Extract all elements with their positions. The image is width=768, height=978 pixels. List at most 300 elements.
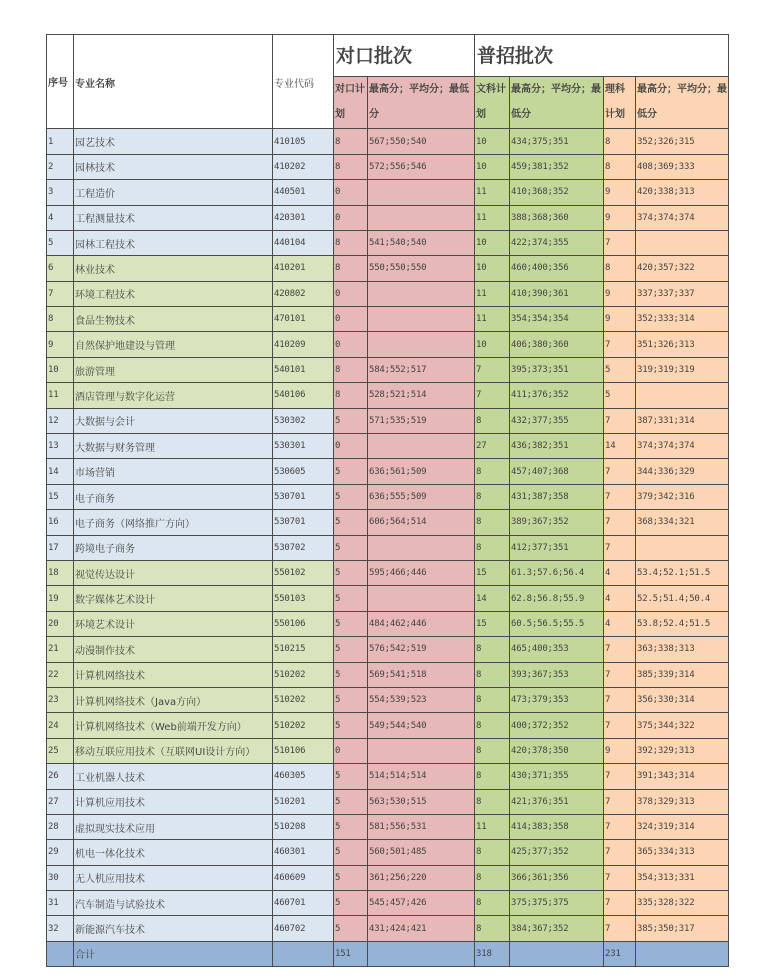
table-row bbox=[47, 129, 729, 154]
row-wk-plan: 8 bbox=[475, 408, 510, 433]
row-dk-plan: 8 bbox=[334, 256, 368, 281]
row-major-code: 510202 bbox=[273, 662, 334, 687]
row-dk-scores: 545;457;426 bbox=[368, 891, 475, 916]
row-major-name: 园林技术 bbox=[74, 154, 273, 179]
table-body bbox=[47, 129, 729, 942]
row-seq: 19 bbox=[47, 586, 74, 611]
row-seq: 30 bbox=[47, 865, 74, 890]
table-row bbox=[47, 281, 729, 306]
row-wk-scores: 431;387;358 bbox=[510, 484, 604, 509]
row-wk-plan: 8 bbox=[475, 891, 510, 916]
row-dk-plan: 0 bbox=[334, 281, 368, 306]
row-dk-scores: 484;462;446 bbox=[368, 611, 475, 636]
row-lk-scores: 387;331;314 bbox=[636, 408, 729, 433]
row-dk-scores bbox=[368, 307, 475, 332]
table-row bbox=[47, 738, 729, 763]
row-seq: 13 bbox=[47, 434, 74, 459]
table-row bbox=[47, 764, 729, 789]
row-major-code: 550103 bbox=[273, 586, 334, 611]
row-seq: 12 bbox=[47, 408, 74, 433]
row-dk-plan: 5 bbox=[334, 611, 368, 636]
row-wk-plan: 11 bbox=[475, 281, 510, 306]
row-dk-scores: 572;556;546 bbox=[368, 154, 475, 179]
row-seq: 14 bbox=[47, 459, 74, 484]
row-wk-scores: 393;367;353 bbox=[510, 662, 604, 687]
total-seq bbox=[47, 941, 74, 966]
row-dk-scores bbox=[368, 535, 475, 560]
row-lk-plan: 7 bbox=[604, 535, 636, 560]
row-dk-scores: 549;544;540 bbox=[368, 713, 475, 738]
row-lk-scores bbox=[636, 535, 729, 560]
row-wk-scores: 412;377;351 bbox=[510, 535, 604, 560]
row-dk-plan: 5 bbox=[334, 408, 368, 433]
row-wk-scores: 62.8;56.8;55.9 bbox=[510, 586, 604, 611]
row-dk-scores: 550;550;550 bbox=[368, 256, 475, 281]
row-lk-scores: 379;342;316 bbox=[636, 484, 729, 509]
row-seq: 21 bbox=[47, 637, 74, 662]
row-dk-plan: 8 bbox=[334, 154, 368, 179]
row-dk-scores bbox=[368, 434, 475, 459]
row-major-code: 460701 bbox=[273, 891, 334, 916]
row-wk-plan: 10 bbox=[475, 256, 510, 281]
row-wk-plan: 8 bbox=[475, 789, 510, 814]
row-wk-plan: 11 bbox=[475, 205, 510, 230]
row-wk-scores: 411;376;352 bbox=[510, 383, 604, 408]
row-lk-plan: 7 bbox=[604, 637, 636, 662]
header-seq: 序号 bbox=[47, 35, 74, 129]
row-major-code: 470101 bbox=[273, 307, 334, 332]
row-major-code: 510215 bbox=[273, 637, 334, 662]
row-dk-scores: 584;552;517 bbox=[368, 357, 475, 382]
row-wk-scores: 420;378;350 bbox=[510, 738, 604, 763]
row-seq: 18 bbox=[47, 560, 74, 585]
row-dk-scores: 571;535;519 bbox=[368, 408, 475, 433]
row-major-name: 市场营销 bbox=[74, 459, 273, 484]
row-seq: 11 bbox=[47, 383, 74, 408]
row-lk-plan: 5 bbox=[604, 383, 636, 408]
row-major-name: 环境工程技术 bbox=[74, 281, 273, 306]
row-lk-plan: 7 bbox=[604, 510, 636, 535]
row-major-name: 电子商务 bbox=[74, 484, 273, 509]
row-lk-plan: 7 bbox=[604, 662, 636, 687]
row-lk-plan: 7 bbox=[604, 865, 636, 890]
row-dk-plan: 5 bbox=[334, 840, 368, 865]
row-wk-scores: 465;400;353 bbox=[510, 637, 604, 662]
row-seq: 6 bbox=[47, 256, 74, 281]
total-row bbox=[47, 941, 729, 966]
row-dk-plan: 5 bbox=[334, 789, 368, 814]
row-lk-scores: 319;319;319 bbox=[636, 357, 729, 382]
row-major-code: 510202 bbox=[273, 687, 334, 712]
row-dk-scores: 560;501;485 bbox=[368, 840, 475, 865]
row-dk-plan: 8 bbox=[334, 129, 368, 154]
row-lk-plan: 9 bbox=[604, 180, 636, 205]
row-wk-scores: 61.3;57.6;56.4 bbox=[510, 560, 604, 585]
row-major-name: 机电一体化技术 bbox=[74, 840, 273, 865]
row-major-code: 510106 bbox=[273, 738, 334, 763]
table-row bbox=[47, 434, 729, 459]
row-seq: 9 bbox=[47, 332, 74, 357]
table-row bbox=[47, 637, 729, 662]
row-major-code: 440501 bbox=[273, 180, 334, 205]
total-label: 合计 bbox=[74, 941, 273, 966]
total-dk-plan: 151 bbox=[334, 941, 368, 966]
row-major-name: 食品生物技术 bbox=[74, 307, 273, 332]
row-major-name: 大数据与财务管理 bbox=[74, 434, 273, 459]
row-wk-scores: 434;375;351 bbox=[510, 129, 604, 154]
row-major-name: 虚拟现实技术应用 bbox=[74, 814, 273, 839]
row-major-name: 大数据与会计 bbox=[74, 408, 273, 433]
row-lk-plan: 8 bbox=[604, 256, 636, 281]
row-dk-scores: 576;542;519 bbox=[368, 637, 475, 662]
row-lk-scores: 53.4;52.1;51.5 bbox=[636, 560, 729, 585]
row-major-code: 510208 bbox=[273, 814, 334, 839]
row-dk-scores: 563;530;515 bbox=[368, 789, 475, 814]
row-major-name: 汽车制造与试验技术 bbox=[74, 891, 273, 916]
row-major-name: 计算机应用技术 bbox=[74, 789, 273, 814]
row-lk-scores: 368;334;321 bbox=[636, 510, 729, 535]
row-wk-scores: 354;354;354 bbox=[510, 307, 604, 332]
row-seq: 25 bbox=[47, 738, 74, 763]
row-major-name: 无人机应用技术 bbox=[74, 865, 273, 890]
row-major-code: 420802 bbox=[273, 281, 334, 306]
row-dk-plan: 0 bbox=[334, 332, 368, 357]
row-lk-plan: 8 bbox=[604, 129, 636, 154]
row-lk-scores: 354;313;331 bbox=[636, 865, 729, 890]
row-major-code: 550106 bbox=[273, 611, 334, 636]
row-seq: 32 bbox=[47, 916, 74, 941]
row-dk-plan: 5 bbox=[334, 713, 368, 738]
row-major-name: 计算机网络技术 bbox=[74, 662, 273, 687]
row-wk-scores: 366;361;356 bbox=[510, 865, 604, 890]
row-lk-scores: 337;337;337 bbox=[636, 281, 729, 306]
row-major-name: 工程测量技术 bbox=[74, 205, 273, 230]
row-lk-scores: 352;326;315 bbox=[636, 129, 729, 154]
row-lk-plan: 7 bbox=[604, 484, 636, 509]
row-wk-scores: 389;367;352 bbox=[510, 510, 604, 535]
row-wk-scores: 459;381;352 bbox=[510, 154, 604, 179]
total-dk-scores bbox=[368, 941, 475, 966]
row-wk-scores: 384;367;352 bbox=[510, 916, 604, 941]
row-wk-plan: 8 bbox=[475, 510, 510, 535]
row-seq: 26 bbox=[47, 764, 74, 789]
row-lk-plan: 7 bbox=[604, 230, 636, 255]
row-dk-scores: 567;550;540 bbox=[368, 129, 475, 154]
row-dk-plan: 0 bbox=[334, 180, 368, 205]
row-wk-scores: 395;373;351 bbox=[510, 357, 604, 382]
row-lk-scores: 352;333;314 bbox=[636, 307, 729, 332]
row-lk-plan: 4 bbox=[604, 560, 636, 585]
row-wk-plan: 10 bbox=[475, 332, 510, 357]
row-wk-scores: 460;400;356 bbox=[510, 256, 604, 281]
row-lk-plan: 7 bbox=[604, 687, 636, 712]
row-lk-plan: 4 bbox=[604, 586, 636, 611]
row-dk-plan: 5 bbox=[334, 814, 368, 839]
row-wk-scores: 430;371;355 bbox=[510, 764, 604, 789]
row-wk-scores: 421;376;351 bbox=[510, 789, 604, 814]
row-lk-scores: 375;344;322 bbox=[636, 713, 729, 738]
row-seq: 31 bbox=[47, 891, 74, 916]
row-wk-scores: 436;382;351 bbox=[510, 434, 604, 459]
table-row bbox=[47, 154, 729, 179]
row-major-code: 530302 bbox=[273, 408, 334, 433]
row-lk-plan: 7 bbox=[604, 840, 636, 865]
table-row bbox=[47, 865, 729, 890]
row-wk-plan: 8 bbox=[475, 865, 510, 890]
row-wk-plan: 7 bbox=[475, 383, 510, 408]
row-wk-plan: 15 bbox=[475, 560, 510, 585]
row-dk-scores bbox=[368, 180, 475, 205]
row-seq: 10 bbox=[47, 357, 74, 382]
table-row bbox=[47, 891, 729, 916]
row-wk-plan: 8 bbox=[475, 840, 510, 865]
row-dk-plan: 5 bbox=[334, 535, 368, 560]
row-lk-plan: 9 bbox=[604, 738, 636, 763]
row-major-code: 540101 bbox=[273, 357, 334, 382]
row-wk-plan: 8 bbox=[475, 459, 510, 484]
row-wk-plan: 15 bbox=[475, 611, 510, 636]
row-dk-plan: 5 bbox=[334, 560, 368, 585]
row-dk-plan: 5 bbox=[334, 687, 368, 712]
row-dk-plan: 0 bbox=[334, 307, 368, 332]
row-seq: 3 bbox=[47, 180, 74, 205]
row-major-code: 410209 bbox=[273, 332, 334, 357]
table-row bbox=[47, 307, 729, 332]
row-major-name: 林业技术 bbox=[74, 256, 273, 281]
row-seq: 28 bbox=[47, 814, 74, 839]
row-major-name: 电子商务（网络推广方向） bbox=[74, 510, 273, 535]
row-wk-plan: 8 bbox=[475, 738, 510, 763]
header-group-duikou: 对口批次 bbox=[334, 35, 475, 77]
row-dk-plan: 8 bbox=[334, 357, 368, 382]
row-major-code: 410202 bbox=[273, 154, 334, 179]
row-dk-scores: 514;514;514 bbox=[368, 764, 475, 789]
row-major-name: 数字媒体艺术设计 bbox=[74, 586, 273, 611]
row-seq: 22 bbox=[47, 662, 74, 687]
row-dk-plan: 0 bbox=[334, 205, 368, 230]
row-lk-scores: 420;357;322 bbox=[636, 256, 729, 281]
total-lk-plan: 231 bbox=[604, 941, 636, 966]
row-wk-plan: 11 bbox=[475, 307, 510, 332]
table-row bbox=[47, 586, 729, 611]
row-major-name: 跨境电子商务 bbox=[74, 535, 273, 560]
row-wk-plan: 10 bbox=[475, 230, 510, 255]
admission-score-table bbox=[46, 34, 729, 967]
row-major-name: 园林工程技术 bbox=[74, 230, 273, 255]
row-seq: 15 bbox=[47, 484, 74, 509]
total-wk-scores bbox=[510, 941, 604, 966]
row-dk-plan: 0 bbox=[334, 434, 368, 459]
table-row bbox=[47, 510, 729, 535]
row-major-name: 工程造价 bbox=[74, 180, 273, 205]
row-wk-scores: 60.5;56.5;55.5 bbox=[510, 611, 604, 636]
row-seq: 5 bbox=[47, 230, 74, 255]
row-major-name: 工业机器人技术 bbox=[74, 764, 273, 789]
row-dk-scores bbox=[368, 205, 475, 230]
row-lk-scores: 363;338;313 bbox=[636, 637, 729, 662]
row-lk-plan: 7 bbox=[604, 713, 636, 738]
row-lk-scores: 385;339;314 bbox=[636, 662, 729, 687]
row-major-code: 530701 bbox=[273, 510, 334, 535]
row-major-code: 540106 bbox=[273, 383, 334, 408]
row-lk-plan: 14 bbox=[604, 434, 636, 459]
table-row bbox=[47, 535, 729, 560]
row-dk-plan: 8 bbox=[334, 230, 368, 255]
header-major: 专业名称 bbox=[74, 35, 273, 129]
row-wk-plan: 8 bbox=[475, 535, 510, 560]
row-dk-plan: 5 bbox=[334, 662, 368, 687]
row-dk-scores: 595;466;446 bbox=[368, 560, 475, 585]
row-dk-plan: 8 bbox=[334, 383, 368, 408]
row-seq: 29 bbox=[47, 840, 74, 865]
row-wk-scores: 400;372;352 bbox=[510, 713, 604, 738]
row-wk-scores: 375;375;375 bbox=[510, 891, 604, 916]
row-wk-plan: 8 bbox=[475, 637, 510, 662]
row-major-name: 视觉传达设计 bbox=[74, 560, 273, 585]
row-dk-plan: 5 bbox=[334, 459, 368, 484]
total-code bbox=[273, 941, 334, 966]
row-lk-scores: 374;374;374 bbox=[636, 434, 729, 459]
row-dk-scores bbox=[368, 281, 475, 306]
row-lk-scores: 335;328;322 bbox=[636, 891, 729, 916]
row-wk-scores: 425;377;352 bbox=[510, 840, 604, 865]
row-lk-plan: 7 bbox=[604, 764, 636, 789]
row-seq: 7 bbox=[47, 281, 74, 306]
row-lk-plan: 9 bbox=[604, 205, 636, 230]
row-major-name: 动漫制作技术 bbox=[74, 637, 273, 662]
row-seq: 23 bbox=[47, 687, 74, 712]
row-lk-scores: 378;329;313 bbox=[636, 789, 729, 814]
row-seq: 27 bbox=[47, 789, 74, 814]
row-seq: 4 bbox=[47, 205, 74, 230]
row-lk-scores: 385;350;317 bbox=[636, 916, 729, 941]
row-major-code: 460702 bbox=[273, 916, 334, 941]
row-dk-plan: 5 bbox=[334, 764, 368, 789]
table-row bbox=[47, 611, 729, 636]
row-wk-scores: 406;380;360 bbox=[510, 332, 604, 357]
row-major-code: 530605 bbox=[273, 459, 334, 484]
row-lk-scores: 408;369;333 bbox=[636, 154, 729, 179]
row-dk-plan: 5 bbox=[334, 510, 368, 535]
row-major-name: 移动互联应用技术（互联网UI设计方向） bbox=[74, 738, 273, 763]
row-major-name: 计算机网络技术（Java方向） bbox=[74, 687, 273, 712]
row-wk-scores: 457;407;368 bbox=[510, 459, 604, 484]
row-major-code: 410105 bbox=[273, 129, 334, 154]
row-lk-plan: 7 bbox=[604, 891, 636, 916]
row-lk-plan: 7 bbox=[604, 332, 636, 357]
row-wk-plan: 8 bbox=[475, 916, 510, 941]
row-lk-scores: 351;326;313 bbox=[636, 332, 729, 357]
row-lk-scores: 53.8;52.4;51.5 bbox=[636, 611, 729, 636]
row-dk-scores: 541;540;540 bbox=[368, 230, 475, 255]
table-row bbox=[47, 484, 729, 509]
row-lk-plan: 7 bbox=[604, 814, 636, 839]
row-dk-scores: 431;424;421 bbox=[368, 916, 475, 941]
row-wk-plan: 8 bbox=[475, 484, 510, 509]
header-wk-plan: 文科计划 bbox=[475, 77, 510, 129]
row-wk-plan: 8 bbox=[475, 687, 510, 712]
header-lk-scores: 最高分；平均分；最低分 bbox=[636, 77, 729, 129]
row-wk-plan: 10 bbox=[475, 154, 510, 179]
table-row bbox=[47, 713, 729, 738]
row-dk-plan: 0 bbox=[334, 738, 368, 763]
row-dk-scores bbox=[368, 332, 475, 357]
row-dk-plan: 5 bbox=[334, 586, 368, 611]
row-major-name: 计算机网络技术（Web前端开发方向） bbox=[74, 713, 273, 738]
row-major-code: 460609 bbox=[273, 865, 334, 890]
row-lk-plan: 9 bbox=[604, 281, 636, 306]
row-major-code: 510202 bbox=[273, 713, 334, 738]
row-dk-plan: 5 bbox=[334, 637, 368, 662]
row-major-code: 410201 bbox=[273, 256, 334, 281]
row-major-code: 530301 bbox=[273, 434, 334, 459]
row-wk-plan: 14 bbox=[475, 586, 510, 611]
row-wk-scores: 414;383;358 bbox=[510, 814, 604, 839]
row-seq: 17 bbox=[47, 535, 74, 560]
row-wk-plan: 11 bbox=[475, 814, 510, 839]
row-dk-scores: 636;555;509 bbox=[368, 484, 475, 509]
row-seq: 20 bbox=[47, 611, 74, 636]
row-dk-scores bbox=[368, 738, 475, 763]
row-lk-scores: 365;334;313 bbox=[636, 840, 729, 865]
row-major-code: 550102 bbox=[273, 560, 334, 585]
table-row bbox=[47, 383, 729, 408]
table-row bbox=[47, 814, 729, 839]
row-wk-scores: 410;390;361 bbox=[510, 281, 604, 306]
row-major-code: 530701 bbox=[273, 484, 334, 509]
row-lk-scores: 420;338;313 bbox=[636, 180, 729, 205]
row-wk-plan: 11 bbox=[475, 180, 510, 205]
row-lk-plan: 7 bbox=[604, 916, 636, 941]
row-lk-scores: 392;329;313 bbox=[636, 738, 729, 763]
row-dk-scores bbox=[368, 586, 475, 611]
row-dk-plan: 5 bbox=[334, 916, 368, 941]
row-major-name: 自然保护地建设与管理 bbox=[74, 332, 273, 357]
row-lk-plan: 7 bbox=[604, 408, 636, 433]
row-wk-plan: 7 bbox=[475, 357, 510, 382]
table-row bbox=[47, 840, 729, 865]
row-dk-scores: 606;564;514 bbox=[368, 510, 475, 535]
row-dk-plan: 5 bbox=[334, 891, 368, 916]
row-lk-scores bbox=[636, 230, 729, 255]
row-lk-scores: 324;319;314 bbox=[636, 814, 729, 839]
row-seq: 2 bbox=[47, 154, 74, 179]
table-row bbox=[47, 256, 729, 281]
row-lk-plan: 5 bbox=[604, 357, 636, 382]
header-row-1 bbox=[47, 35, 729, 77]
row-wk-plan: 27 bbox=[475, 434, 510, 459]
table-row bbox=[47, 205, 729, 230]
table-row bbox=[47, 230, 729, 255]
row-lk-scores: 52.5;51.4;50.4 bbox=[636, 586, 729, 611]
row-major-code: 420301 bbox=[273, 205, 334, 230]
row-wk-plan: 8 bbox=[475, 662, 510, 687]
table-row bbox=[47, 687, 729, 712]
row-wk-scores: 432;377;355 bbox=[510, 408, 604, 433]
row-lk-scores bbox=[636, 383, 729, 408]
row-seq: 24 bbox=[47, 713, 74, 738]
total-wk-plan: 318 bbox=[475, 941, 510, 966]
header-wk-scores: 最高分；平均分；最低分 bbox=[510, 77, 604, 129]
row-dk-plan: 5 bbox=[334, 484, 368, 509]
row-major-code: 440104 bbox=[273, 230, 334, 255]
row-wk-plan: 8 bbox=[475, 713, 510, 738]
row-dk-plan: 5 bbox=[334, 865, 368, 890]
row-lk-plan: 8 bbox=[604, 154, 636, 179]
row-lk-plan: 7 bbox=[604, 789, 636, 814]
row-major-name: 园艺技术 bbox=[74, 129, 273, 154]
row-lk-scores: 344;336;329 bbox=[636, 459, 729, 484]
